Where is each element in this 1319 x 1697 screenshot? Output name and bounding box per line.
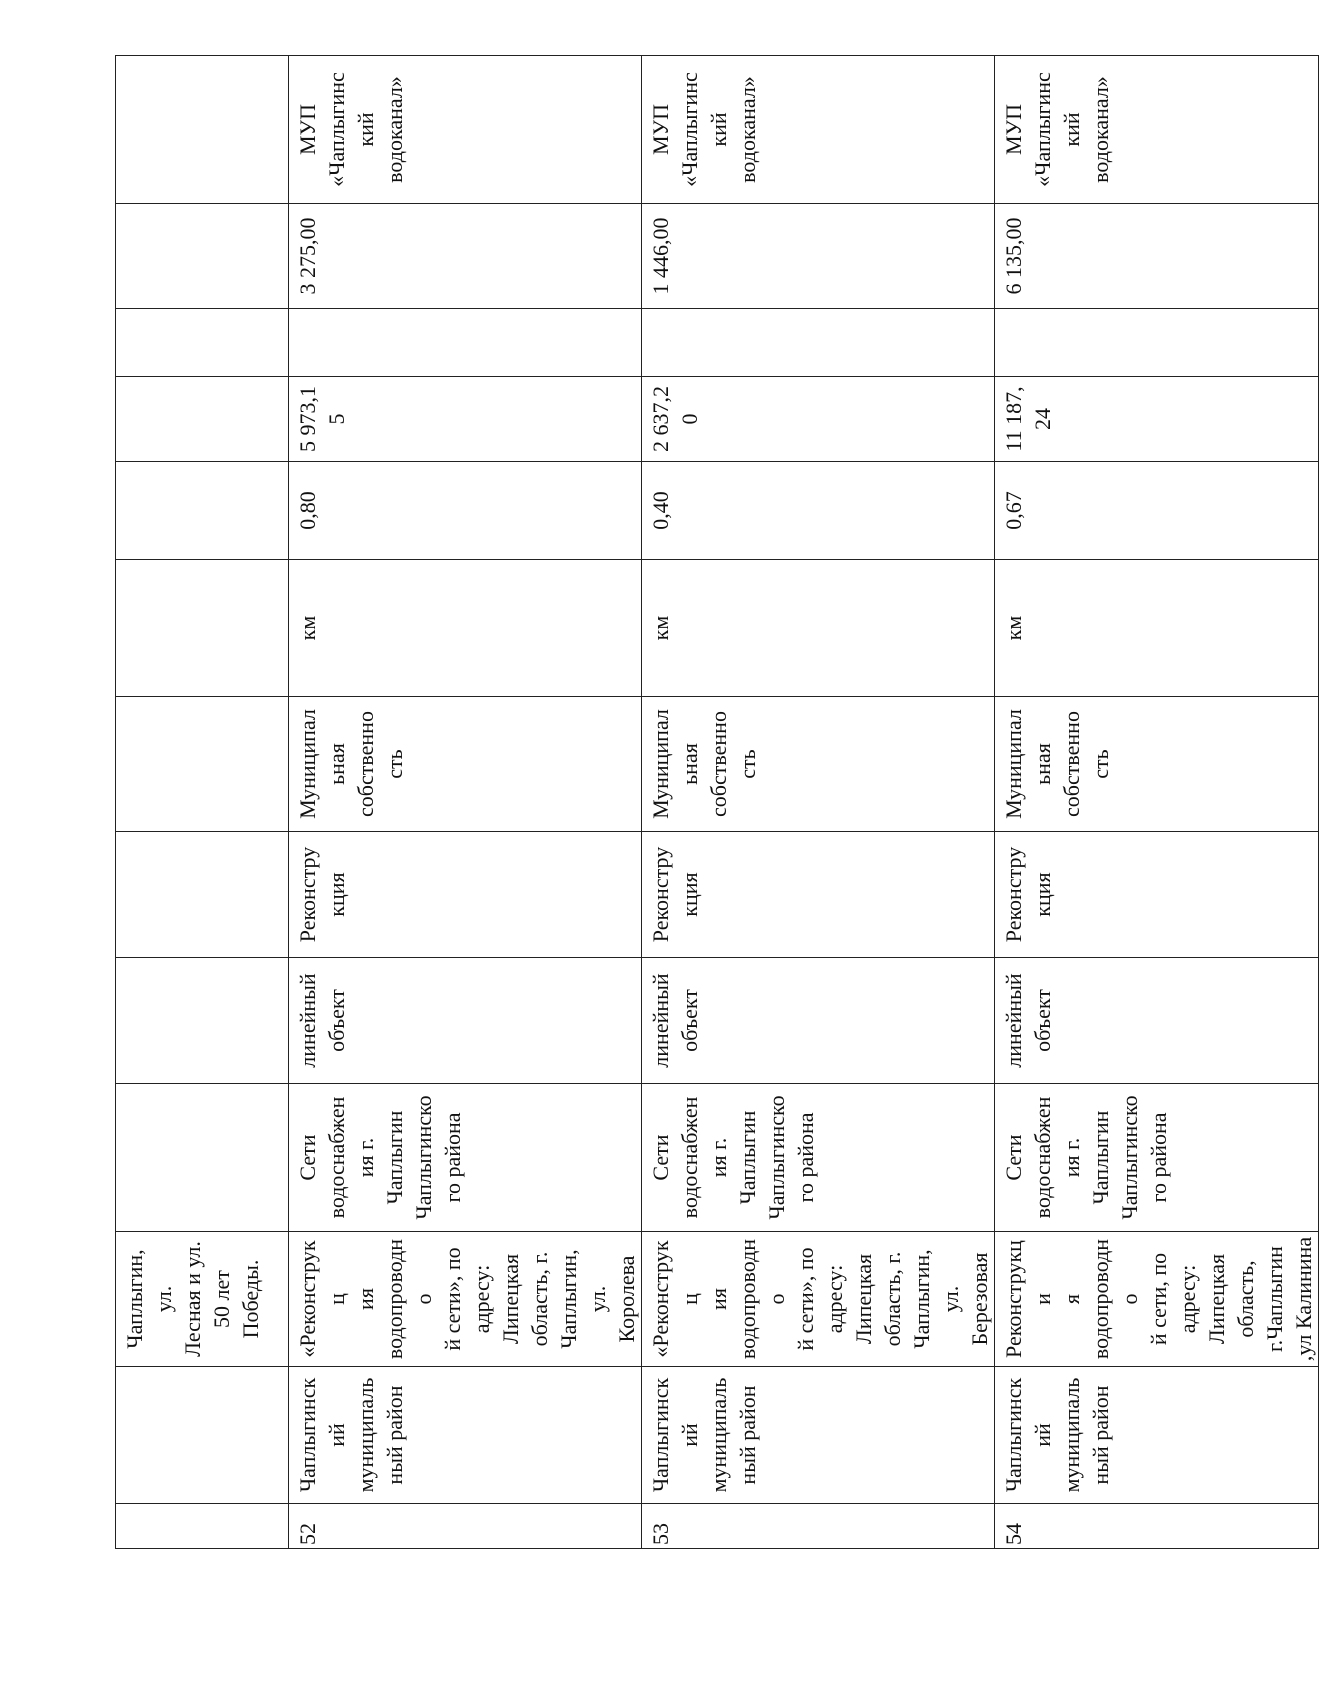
cell-object-type: [116, 958, 289, 1084]
table-row-continuation: [116, 56, 289, 1549]
cell-operator: МУП «Чаплыгинс кий водоканал»: [289, 56, 642, 204]
table-row: [995, 56, 1319, 1549]
cell-work-type: Реконстру кция: [995, 832, 1319, 958]
cell-num: 53: [642, 1504, 995, 1549]
cell-work-type: Реконстру кция: [289, 832, 642, 958]
cell-blank: [116, 309, 289, 377]
cell-num: 52: [289, 1504, 642, 1549]
cell-amount: [116, 204, 289, 309]
cell-length: 0,40: [642, 462, 995, 560]
cell-blank: [642, 309, 995, 377]
cell-unit: км: [995, 560, 1319, 697]
cell-blank: [289, 309, 642, 377]
cell-operator: [116, 56, 289, 204]
cell-object-type: линейный объект: [995, 958, 1319, 1084]
cell-ownership: Муниципал ьная собственно сть: [995, 697, 1319, 832]
cell-ownership: [116, 697, 289, 832]
cell-unit: км: [289, 560, 642, 697]
cell-cost: 11 187,24: [995, 377, 1319, 462]
cell-length: 0,67: [995, 462, 1319, 560]
rotated-table-container: [115, 56, 1316, 1549]
cell-operator: МУП «Чаплыгинс кий водоканал»: [642, 56, 995, 204]
cell-address-continuation: Чаплыгин, ул. Лесная и ул. 50 лет Победы.: [116, 1232, 289, 1367]
cell-num: 54: [995, 1504, 1319, 1549]
cell-ownership: Муниципал ьная собственно сть: [642, 697, 995, 832]
cell-cost: 2 637,20: [642, 377, 995, 462]
cell-object-name: Реконструкци я водопроводно й сети, по адресу: Липецкая область, г.Чаплыгин ,ул Калинина: [995, 1232, 1319, 1367]
cell-network: Сети водоснабжен ия г. Чаплыгин Чаплыгинско го района: [995, 1084, 1319, 1232]
cell-amount: 6 135,00: [995, 204, 1319, 309]
cell-cost: 5 973,15: [289, 377, 642, 462]
cell-district: [116, 1367, 289, 1504]
cell-amount: 3 275,00: [289, 204, 642, 309]
cell-length: 0,80: [289, 462, 642, 560]
cell-district: Чаплыгинск ий муниципаль ный район: [289, 1367, 642, 1504]
table-row: [642, 56, 995, 1549]
cell-unit: [116, 560, 289, 697]
cell-district: Чаплыгинск ий муниципаль ный район: [642, 1367, 995, 1504]
cell-work-type: Реконстру кция: [642, 832, 995, 958]
cell-object-name: «Реконструкц ия водопроводно й сети», по адресу: Липецкая область, г. Чаплыгин, ул. Королева: [289, 1232, 642, 1367]
cell-ownership: Муниципал ьная собственно сть: [289, 697, 642, 832]
cell-operator: МУП «Чаплыгинс кий водоканал»: [995, 56, 1319, 204]
cell-object-type: линейный объект: [289, 958, 642, 1084]
cell-unit: км: [642, 560, 995, 697]
document-table: [115, 55, 1319, 1549]
table-row: [289, 56, 642, 1549]
cell-work-type: [116, 832, 289, 958]
cell-amount: 1 446,00: [642, 204, 995, 309]
cell-object-name: «Реконструкц ия водопроводно й сети», по адресу: Липецкая область, г. Чаплыгин, ул. Березовая: [642, 1232, 995, 1367]
cell-object-type: линейный объект: [642, 958, 995, 1084]
cell-network: Сети водоснабжен ия г. Чаплыгин Чаплыгинско го района: [642, 1084, 995, 1232]
cell-cost: [116, 377, 289, 462]
cell-network: Сети водоснабжен ия г. Чаплыгин Чаплыгинско го района: [289, 1084, 642, 1232]
cell-num: [116, 1504, 289, 1549]
cell-network: [116, 1084, 289, 1232]
cell-length: [116, 462, 289, 560]
cell-blank: [995, 309, 1319, 377]
cell-district: Чаплыгинск ий муниципаль ный район: [995, 1367, 1319, 1504]
